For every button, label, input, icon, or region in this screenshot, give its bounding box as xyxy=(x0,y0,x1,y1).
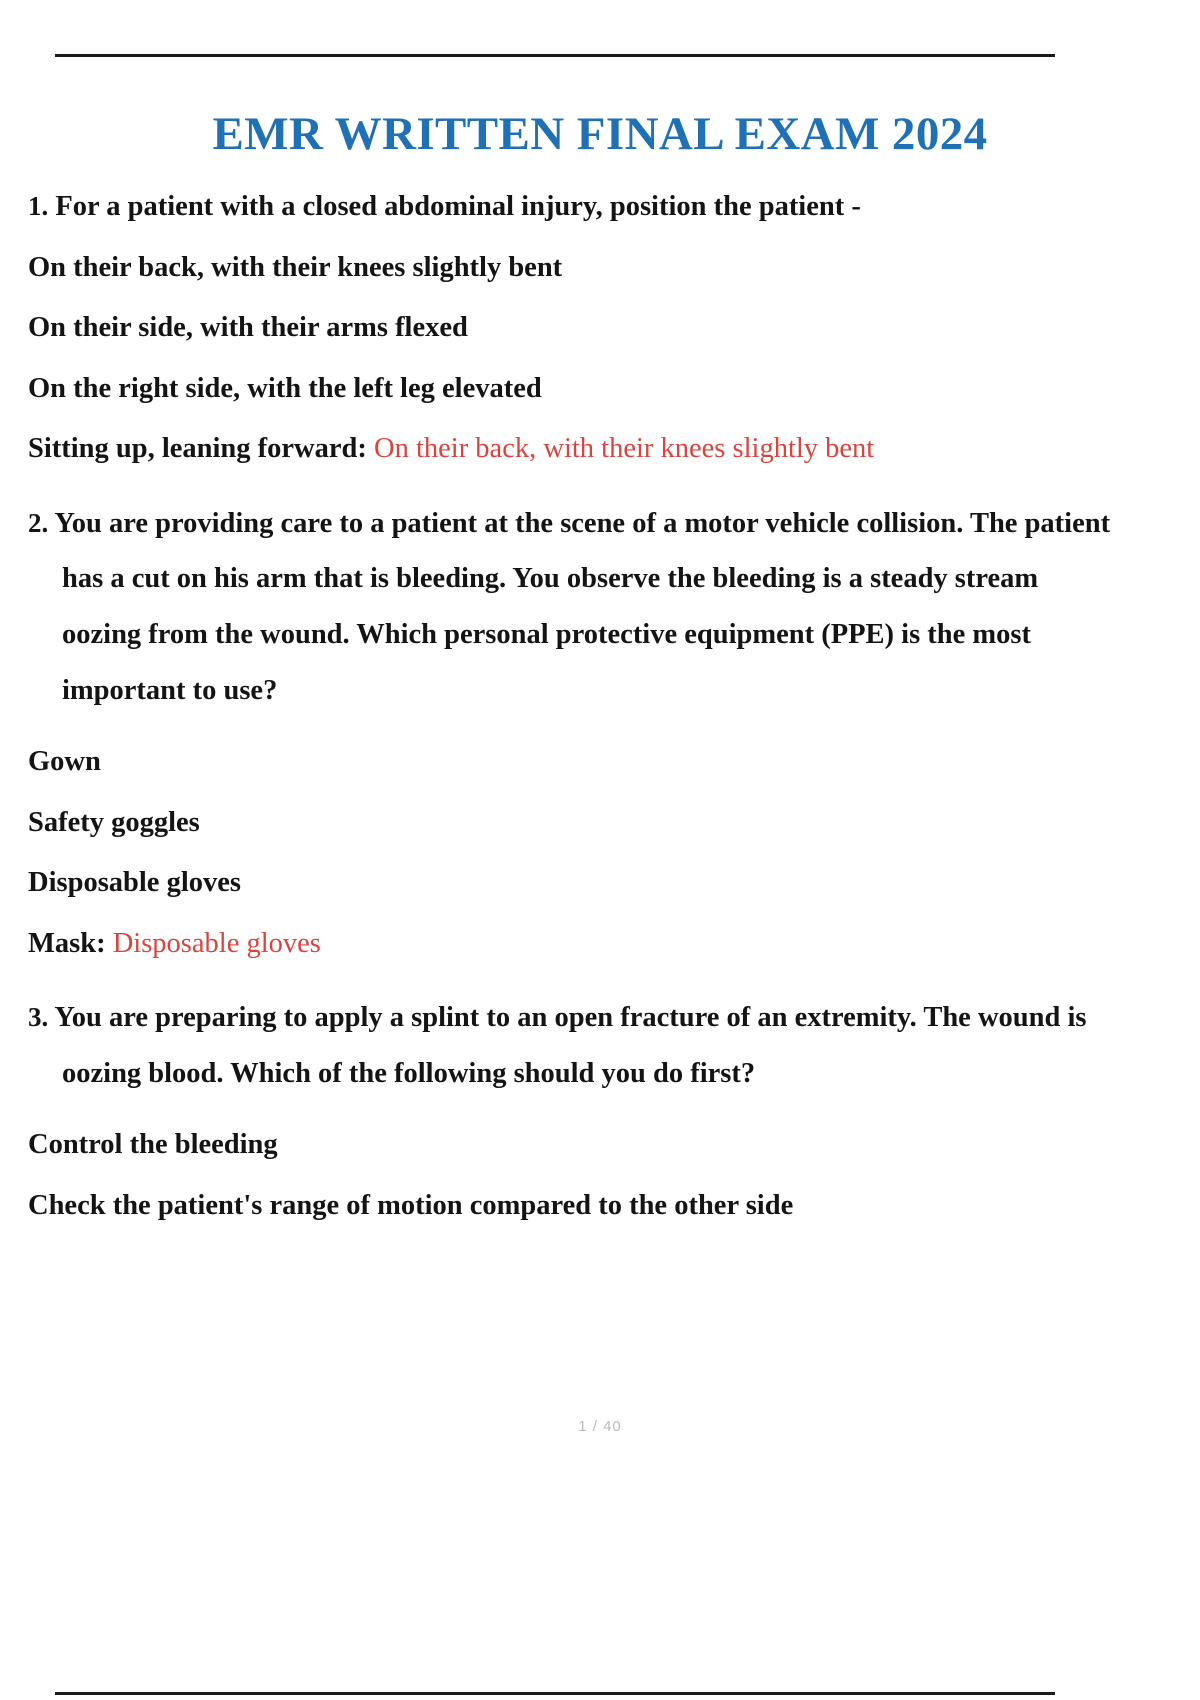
question-1 xyxy=(28,193,1122,222)
question-3-text: You are preparing to apply a splint to an open fracture of an extremity. The wound is oozing blood. Which of the following should you do first? xyxy=(54,1002,1087,1089)
header-rule xyxy=(55,54,1055,57)
question-3-number: 3. xyxy=(28,1002,49,1033)
question-1-option-2[interactable]: On their side, with their arms flexed xyxy=(28,312,468,344)
question-2-option-2[interactable]: Safety goggles xyxy=(28,806,200,838)
question-1-option-4[interactable]: Sitting up, leaning forward: xyxy=(28,433,367,465)
question-2-option-1[interactable]: Gown xyxy=(28,746,101,778)
question-2-option-3[interactable]: Disposable gloves xyxy=(28,867,241,899)
question-1-option-1[interactable]: On their back, with their knees slightly bent xyxy=(28,251,563,283)
question-1-answer-line xyxy=(28,435,1180,464)
question-1-number: 1. xyxy=(28,191,49,222)
question-2-answer: Disposable gloves xyxy=(112,927,321,959)
footer-rule xyxy=(55,1692,1055,1695)
page-title: EMR WRITTEN FINAL EXAM 2024 xyxy=(212,108,988,160)
document-content xyxy=(0,62,1200,1220)
question-2 xyxy=(28,496,1122,718)
question-1-answer: On their back, with their knees slightly bent xyxy=(374,433,875,465)
question-1-text: For a patient with a closed abdominal injury, position the patient - xyxy=(55,191,861,223)
question-2-option-4[interactable]: Mask: xyxy=(28,927,106,959)
question-3-option-2[interactable]: Check the patient's range of motion compared to the other side xyxy=(28,1189,794,1221)
page-indicator: 1 / 40 xyxy=(578,1418,622,1435)
question-2-answer-line xyxy=(28,927,1180,959)
question-1-option-3[interactable]: On the right side, with the left leg elevated xyxy=(28,372,542,404)
question-3-option-1[interactable]: Control the bleeding xyxy=(28,1129,278,1161)
question-3 xyxy=(28,990,1122,1101)
question-2-text: You are providing care to a patient at the scene of a motor vehicle collision. The patient has a cut on his arm that is bleeding. You observe the bleeding is a steady stream oozing from the wound. Which personal protective equipment (PPE) is the most important to use? xyxy=(54,507,1111,706)
question-2-number: 2. xyxy=(28,507,49,538)
exam-body xyxy=(0,193,1200,1220)
